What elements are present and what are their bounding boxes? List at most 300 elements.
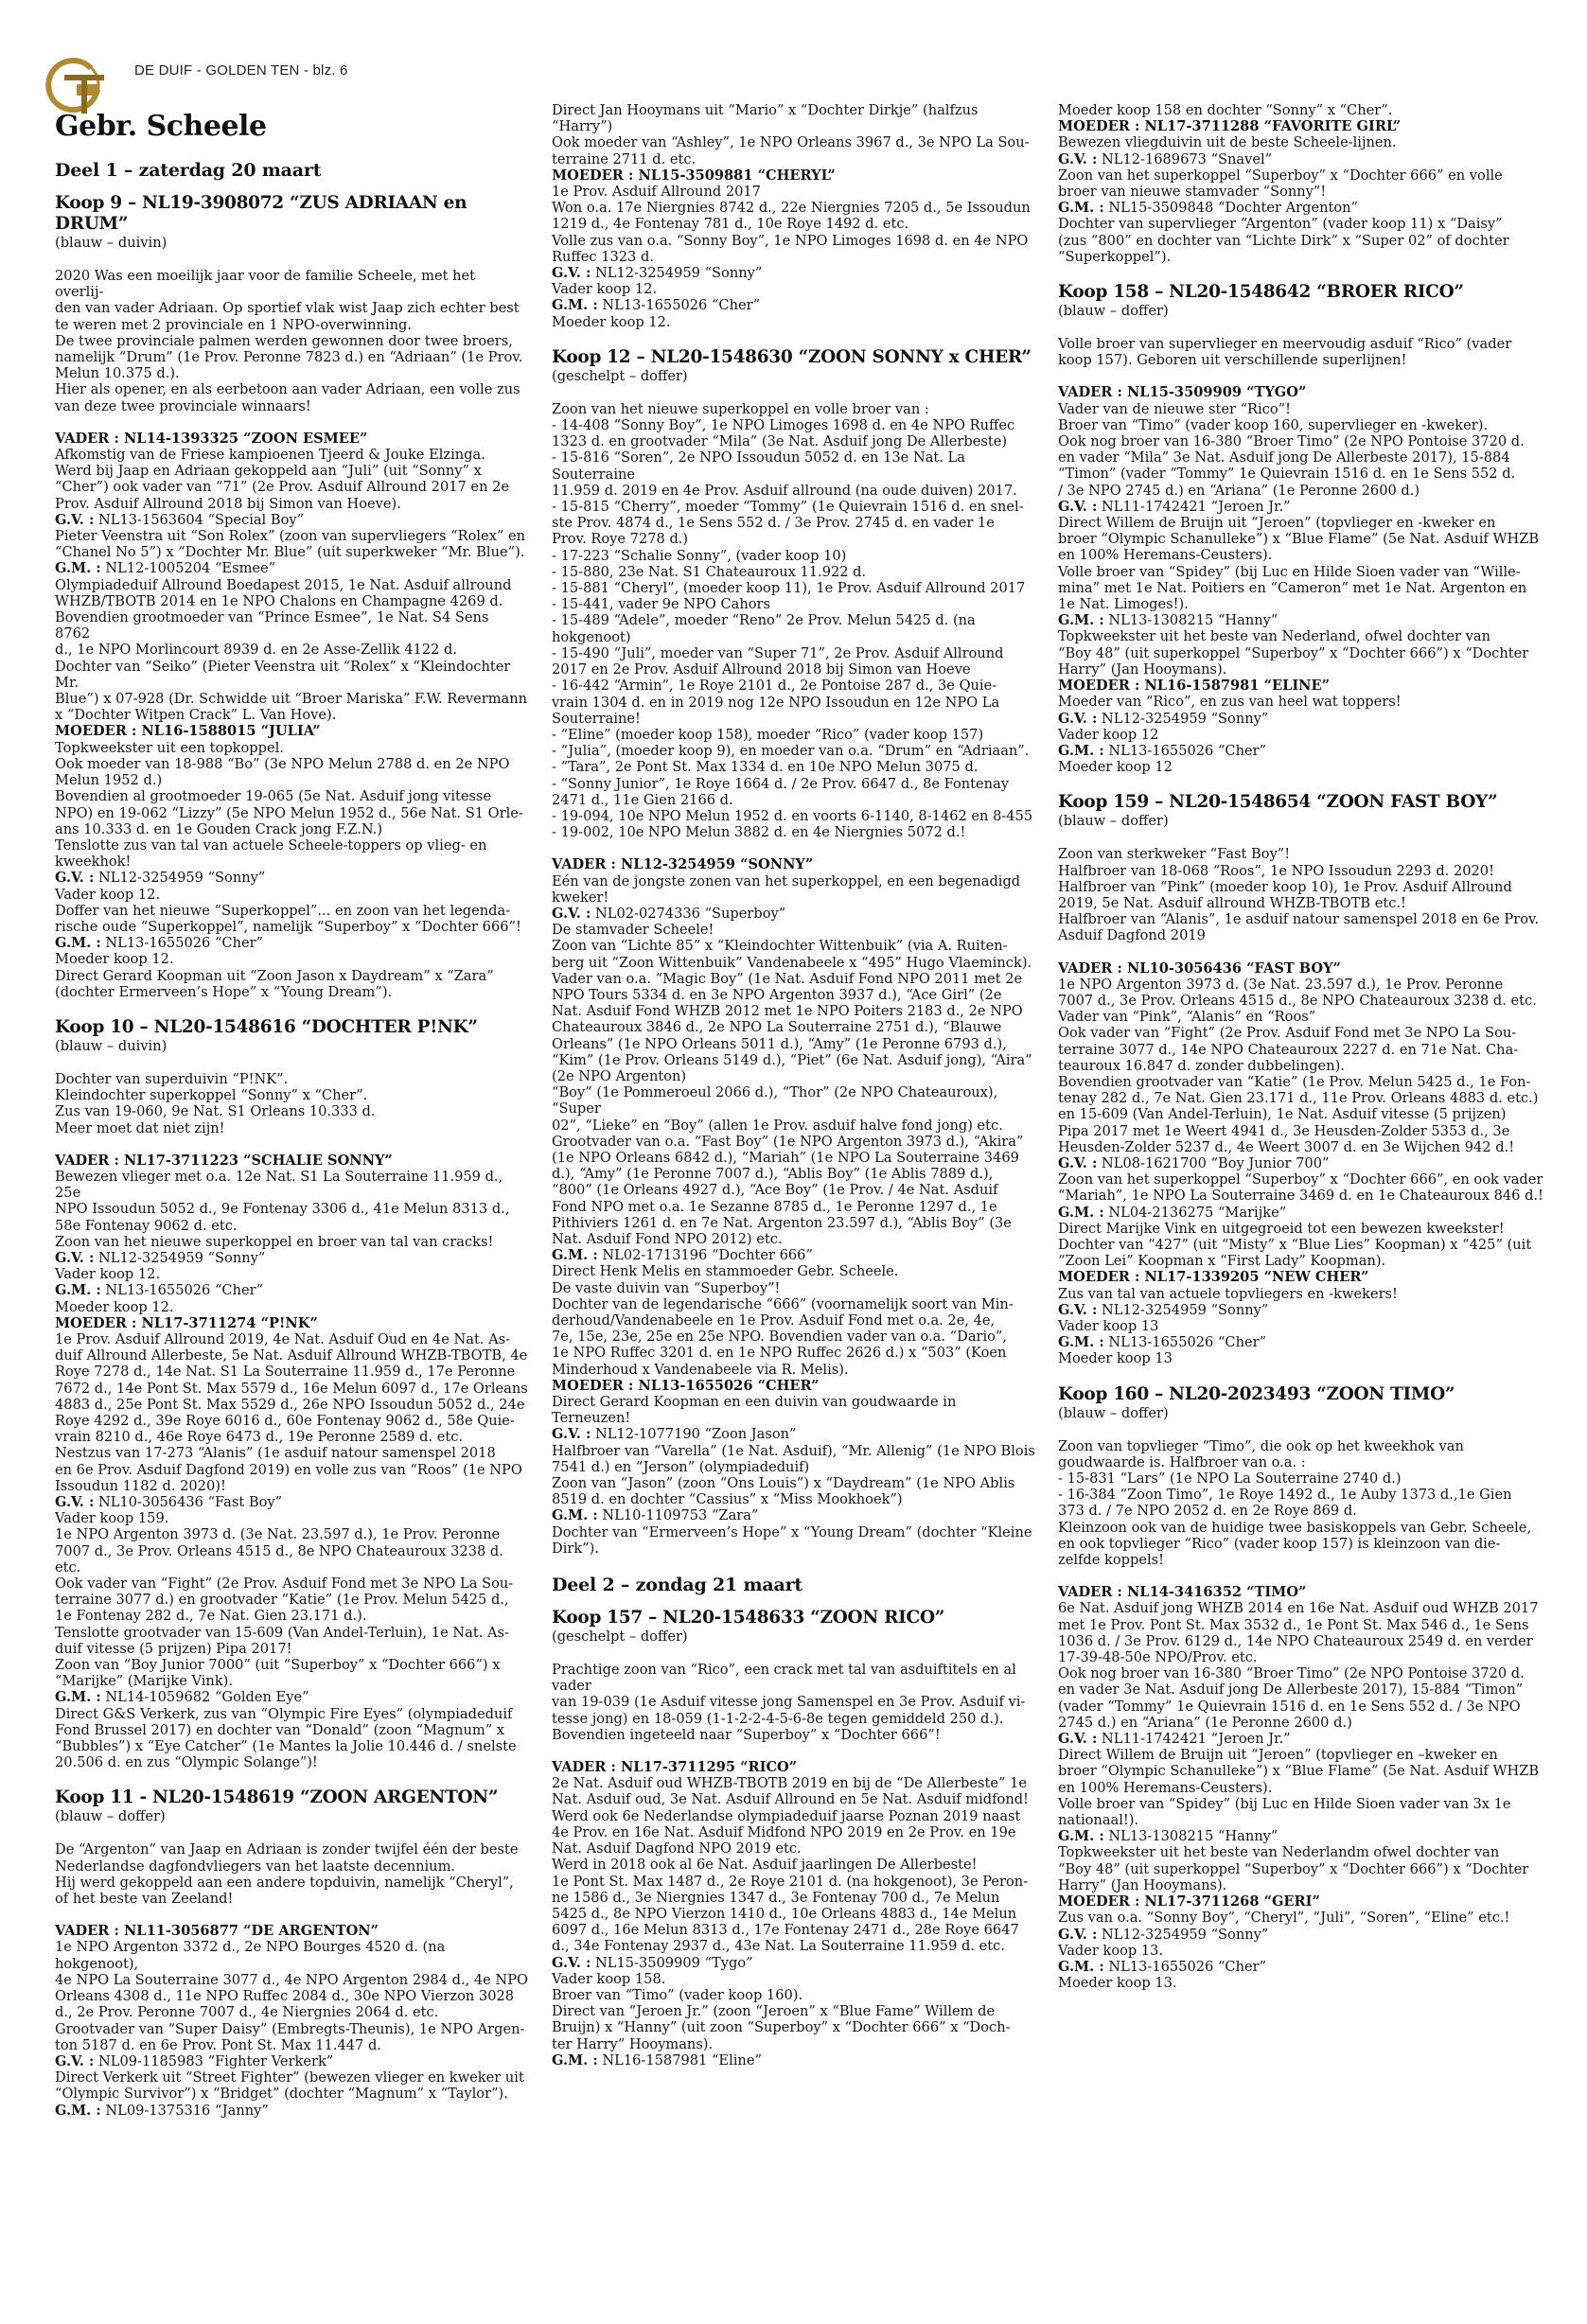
text-line: Halfbroer van “Pink” (moeder koop 10), 1e Prov. Asduif Allround: [1058, 878, 1512, 895]
text-line: G.V. : NL12-3254959 “Sonny”: [552, 265, 763, 282]
koop-subtitle: (blauw – doffer): [1058, 813, 1169, 830]
text-line: Melun 10.375 d.).: [55, 365, 180, 382]
text-line: zelfde koppels!: [1058, 1552, 1164, 1569]
text-line: G.M. : NL13-1655026 “Cher”: [552, 297, 761, 314]
text-line: MOEDER : NL16-1588015 “JULIA”: [55, 723, 321, 740]
text-line: G.V. : NL12-3254959 “Sonny”: [55, 1249, 266, 1266]
text-line: kweekhok!: [55, 854, 132, 871]
text-line: G.V. : NL12-1689673 “Snavel”: [1058, 150, 1273, 167]
text-line: Ook vader van “Fight” (2e Prov. Asduif Fond met 3e NPO La Sou-: [1058, 1025, 1517, 1042]
koop-subtitle: (blauw – duivin): [55, 235, 168, 251]
text-line: - 15-881 “Cheryl”, (moeder koop 11), 1e Prov. Asduif Allround 2017: [552, 580, 1026, 597]
text-line: G.M. : NL13-1655026 “Cher”: [1058, 1334, 1267, 1351]
text-line: G.V. : NL13-1563604 “Special Boy”: [55, 511, 305, 528]
text-line: De twee provinciale palmen werden gewonnen door twee broers,: [55, 332, 513, 349]
text-line: en ook topvlieger “Rico” (vader koop 157) is kleinzoon van die-: [1058, 1535, 1501, 1552]
text-line: tenay 282 d., 7e Nat. Gien 23.171 d., 11e Prov. Orleans 4883 d. etc.): [1058, 1090, 1539, 1107]
text-line: koop 157). Geboren uit verschillende superlijnen!: [1058, 352, 1407, 369]
text-line: Harry” (Jan Hooymans).: [1058, 1876, 1227, 1893]
text-line: MOEDER : NL17-3711274 “P!NK”: [55, 1314, 318, 1331]
running-title: DE DUIF - GOLDEN TEN - blz. 6: [134, 62, 348, 79]
text-line: “Chanel No 5”) x “Dochter Mr. Blue” (uit superkweker “Mr. Blue”).: [55, 544, 525, 561]
text-line: Fond Brussel 2017) en dochter van “Donald” (zoon “Magnum” x: [55, 1721, 505, 1738]
koop-subtitle: (blauw – duivin): [55, 1037, 168, 1054]
koop-12: [552, 347, 1039, 1557]
koop-intro: [1058, 846, 1550, 943]
koop-intro: [55, 1071, 528, 1136]
text-line: Direct Gerard Koopman en een duivin van goudwaarde in Terneuzen!: [552, 1394, 957, 1427]
text-line: “Mariah”, 1e NPO La Souterraine 3469 d. en 1e Chateauroux 846 d.!: [1058, 1188, 1543, 1205]
text-line: Broer van “Timo” (vader koop 160, supervlieger en -kweker).: [1058, 416, 1489, 433]
text-line: “Kim” (1e Prov. Orleans 5149 d.), “Piet” (6e Nat. Asduif jong), “Aira”: [552, 1051, 1032, 1068]
text-line: G.M. : NL04-2136275 “Marijke”: [1058, 1204, 1287, 1221]
text-line: 4e NPO La Souterraine 3077 d., 4e NPO Argenton 2984 d., 4e NPO: [55, 1971, 528, 1988]
text-line: G.M. : NL13-1655026 “Cher”: [1058, 1958, 1267, 1975]
text-line: Dirk”).: [552, 1540, 599, 1557]
text-line: Moeder koop 13.: [1058, 1975, 1177, 1992]
text-line: - 15-880, 23e Nat. S1 Chateauroux 11.922 d.: [552, 563, 867, 580]
text-line: nationaal!).: [1058, 1812, 1139, 1829]
koop-title: Koop 9 – NL19-3908072 “ZUS ADRIAAN en DRUM”: [55, 193, 467, 234]
text-line: VADER : NL17-3711223 “SCHALIE SONNY”: [55, 1152, 393, 1169]
text-line: Moeder koop 13: [1058, 1350, 1173, 1367]
column-1: [55, 159, 528, 2136]
text-line: terraine 3077 d., 14e NPO Chateauroux 2227 d. en 71e Nat. Cha-: [1058, 1041, 1519, 1058]
text-line: en 100% Heremans-Ceusters).: [1058, 547, 1273, 564]
text-line: G.M. : NL02-1713196 “Dochter 666”: [552, 1247, 813, 1264]
text-line: Halfbroer van “Alanis”, 1e asduif natour samenspel 2018 en 6e Prov.: [1058, 911, 1540, 928]
text-line: 1036 d. / 3e Prov. 6129 d., 14e NPO Chateauroux 2549 d. en verder: [1058, 1632, 1533, 1649]
text-line: Zoon van het superkoppel “Superboy” x “Dochter 666” en volle: [1058, 167, 1503, 184]
koop-157: [552, 1608, 1039, 2069]
text-line: VADER : NL14-3416352 “TIMO”: [1058, 1584, 1307, 1601]
text-line: (2e NPO Argenton): [552, 1067, 687, 1084]
text-line: goudwaarde is. Halfbroer van o.a. :: [1058, 1453, 1306, 1470]
text-line: MOEDER : NL16-1587981 “ELINE”: [1058, 678, 1331, 695]
text-line: Moeder koop 12.: [55, 951, 174, 968]
text-line: Direct G&S Verkerk, zus van “Olympic Fire Eyes” (olympiadeduif: [55, 1705, 513, 1722]
text-line: De vaste duivin van “Superboy”!: [552, 1279, 781, 1296]
text-line: - 15-815 “Cherry”, moeder “Tommy” (1e Quievrain 1516 d. en snel-: [552, 499, 1024, 516]
text-line: tesse jong) en 18-059 (1-1-2-2-4-5-6-8e tegen gemiddeld 250 d.).: [552, 1710, 1004, 1727]
koop-11-continued: [552, 102, 1039, 330]
text-line: 2745 d.) en “Ariana” (1e Peronne 2600 d.): [1058, 1714, 1352, 1731]
text-line: G.M. : NL16-1587981 “Eline”: [552, 2051, 762, 2069]
column-2: [552, 102, 1039, 2086]
text-line: Eén van de jongste zonen van het superkoppel, en een begenadigd: [552, 872, 1021, 889]
text-line: Nederlandse dagfondvliegers van het laatste decennium.: [55, 1857, 456, 1875]
text-line: - 15-831 “Lars” (1e NPO La Souterraine 2740 d.): [1058, 1470, 1402, 1488]
text-line: van 19-039 (1e Asduif vitesse jong Samenspel en 3e Prov. Asduif vi-: [552, 1694, 1026, 1711]
text-line: G.V. : NL12-3254959 “Sonny”: [55, 870, 266, 887]
text-line: Vader van o.a. “Magic Boy” (1e Nat. Asduif Fond NPO 2011 met 2e: [552, 970, 1023, 987]
text-line: 1323 d. en grootvader “Mila” (3e Nat. Asduif jong De Allerbeste): [552, 433, 1008, 450]
text-line: MOEDER : NL17-3711268 “GERI”: [1058, 1893, 1320, 1910]
text-line: Direct Willem de Bruijn uit “Jeroen” (topvlieger en –kweker en: [1058, 1747, 1498, 1764]
deel-1-title: Deel 1 – zaterdag 20 maart: [55, 160, 322, 181]
text-line: broer “Olympic Schanulleke”) x “Blue Flame” (5e Nat. Asduif WHZB: [1058, 1763, 1540, 1780]
text-line: berg uit “Zoon Wittenbuik” Vandenabeele x “495” Hugo Vlaeminck).: [552, 954, 1032, 971]
text-line: Vader van “Pink”, “Alanis” en “Roos”: [1058, 1009, 1316, 1026]
text-line: Topkweekster uit het beste van Nederland, ofwel dochter van: [1058, 628, 1491, 645]
text-line: Dochter van de legendarische “666” (voornamelijk soort van Min-: [552, 1295, 1014, 1312]
koop-subtitle: (geschelpt – doffer): [552, 1629, 688, 1646]
text-line: 2e Nat. Asduif oud WHZB-TBOTB 2019 en bij de “De Allerbeste” 1e: [552, 1775, 1028, 1792]
text-line: Bovendien grootmoeder van “Prince Esmee”, 1e Nat. S4 Sens 8762: [55, 609, 489, 643]
text-line: Orleans 4308 d., 11e NPO Ruffec 2084 d., 30e NPO Vierzon 3028: [55, 1988, 515, 2005]
text-line: / 3e NPO 2745 d.) en “Ariana” (1e Peronne 2600 d.): [1058, 482, 1420, 499]
koop-pedigree: [552, 856, 1039, 1557]
text-line: 7541 d.) en “Jerson” (olympiadeduif): [552, 1458, 810, 1475]
koop-title: Koop 158 – NL20-1548642 “BROER RICO”: [1058, 282, 1464, 303]
text-line: Vader koop 12.: [552, 281, 658, 298]
text-line: Direct Henk Melis en stammoeder Gebr. Scheele.: [552, 1263, 899, 1280]
text-line: 20.506 d. en zus “Olympic Solange”)!: [55, 1754, 318, 1771]
text-line: Zoon van het superkoppel “Superboy” x “Dochter 666”, en ook vader: [1058, 1171, 1543, 1188]
text-line: VADER : NL14-1393325 “ZOON ESMEE”: [55, 430, 368, 447]
text-line: 4883 d., 25e Pont St. Max 5529 d., 26e NPO Issoudun 5052 d., 24e: [55, 1396, 525, 1413]
text-line: terraine 2711 d. etc.: [552, 150, 697, 167]
text-line: 2471 d., 11e Gien 2166 d.: [552, 791, 733, 808]
text-line: 1e Fontenay 282 d., 7e Nat. Gien 23.171 d.).: [55, 1608, 367, 1625]
koop-subtitle: (blauw – doffer): [55, 1808, 166, 1825]
text-line: G.V. : NL15-3509909 “Tygo”: [552, 1954, 753, 1971]
page-title: Gebr. Scheele: [55, 110, 267, 143]
text-line: G.M. : NL13-1308215 “Hanny”: [1058, 1828, 1278, 1845]
text-line: kweker!: [552, 889, 609, 906]
text-line: Zoon van het nieuwe superkoppel en volle broer van :: [552, 400, 929, 417]
text-line: 2020 Was een moeilijk jaar voor de familie Scheele, met het overlij-: [55, 268, 476, 301]
text-line: x “Dochter Witpen Crack” L. Van Hove).: [55, 707, 337, 724]
text-line: 17-39-48-50e NPO/Prov. etc.: [1058, 1649, 1258, 1666]
text-line: 1e Prov. Asduif Allround 2017: [552, 184, 761, 201]
text-line: of het beste van Zeeland!: [55, 1891, 234, 1908]
text-line: 1e NPO Ruffec 3201 d. en 1e NPO Ruffec 2626 d.) x “503” (Koen: [552, 1345, 1007, 1362]
text-line: Direct Marijke Vink en uitgegroeid tot een bewezen kweekster!: [1058, 1220, 1505, 1237]
text-line: MOEDER : NL15-3509881 “CHERYL”: [552, 167, 836, 184]
text-line: namelijk “Drum” (1e Prov. Peronne 7823 d.) en “Adriaan” (1e Prov.: [55, 349, 523, 366]
text-line: Zoon van “Lichte 85” x “Kleindochter Wittenbuik” (via A. Ruiten-: [552, 938, 1008, 955]
text-line: Melun 1952 d.): [55, 772, 163, 789]
koop-intro: [55, 1841, 528, 1907]
text-line: Roye 7278 d., 14e Nat. S1 La Souterraine 11.959 d., 17e Peronne: [55, 1364, 516, 1381]
text-line: Direct Jan Hooymans uit “Mario” x “Dochter Dirkje” (halfzus “Harry”): [552, 102, 979, 135]
text-line: Kleinzoon ook van de huidige twee basiskoppels van Gebr. Scheele,: [1058, 1519, 1532, 1536]
koop-title: Koop 159 – NL20-1548654 “ZOON FAST BOY”: [1058, 792, 1498, 813]
text-line: - “Julia”, (moeder koop 9), en moeder van o.a. “Drum” en “Adriaan”.: [552, 743, 1030, 760]
text-line: ter Harry” Hooymans).: [552, 2035, 714, 2052]
koop-title: Koop 12 – NL20-1548630 “ZOON SONNY x CHER”: [552, 346, 1032, 367]
koop-160: [1058, 1384, 1550, 1992]
text-line: en vader “Mila” 3e Nat. Asduif jong De Allerbeste 2017), 15-884: [1058, 449, 1510, 467]
text-line: G.V. : NL09-1185983 “Fighter Verkerk”: [55, 2052, 334, 2069]
text-line: 7007 d., 3e Prov. Orleans 4515 d., 8e NPO Chateauroux 3238 d. etc.: [55, 1542, 503, 1576]
text-line: G.M. : NL13-1655026 “Cher”: [55, 1282, 264, 1299]
text-line: 1e NPO Argenton 3973 d. (3e Nat. 23.597 d.), 1e Prov. Peronne: [1058, 976, 1504, 993]
text-line: Pipa 2017 met 1e Weert 4941 d., 3e Heusden-Zolder 5353 d., 3e: [1058, 1122, 1510, 1139]
text-line: Volle broer van supervlieger en meervoudig asduif “Rico” (vader: [1058, 336, 1512, 353]
text-line: broer “Olympic Schanulleke”) x “Blue Flame” (5e Nat. Asduif WHZB: [1058, 531, 1540, 548]
text-line: Roye 4292 d., 39e Roye 6016 d., 60e Fontenay 9062 d., 58e Quie-: [55, 1413, 515, 1429]
text-line: Ook vader van “Fight” (2e Prov. Asduif Fond met 3e NPO La Sou-: [55, 1576, 514, 1593]
text-line: G.M. : NL12-1005204 “Esmee”: [55, 560, 276, 577]
text-line: NPO Issoudun 5052 d., 9e Fontenay 3306 d., 41e Melun 8313 d.,: [55, 1201, 510, 1218]
text-line: Dochter van “Seiko” (Pieter Veenstra uit “Rolex” x “Kleindochter Mr.: [55, 658, 511, 691]
text-line: G.V. : NL02-0274336 “Superboy”: [552, 905, 786, 922]
koop-11: [55, 1787, 528, 2118]
text-line: terraine 3077 d.) en grootvader “Katie” (1e Prov. Melun 5425 d.,: [55, 1592, 509, 1609]
text-line: G.V. : NL12-3254959 “Sonny”: [1058, 1301, 1269, 1318]
koop-subtitle: (blauw – doffer): [1058, 303, 1169, 320]
text-line: - 15-490 “Juli”, moeder van “Super 71”, 2e Prov. Asduif Allround: [552, 644, 1004, 661]
text-line: G.V. : NL12-3254959 “Sonny”: [1058, 1926, 1269, 1943]
text-line: Volle broer van “Spidey” (bij Luc en Hilde Sioen vader van 3x 1e: [1058, 1795, 1511, 1812]
text-line: 6e Nat. Asduif jong WHZB 2014 en 16e Nat. Asduif oud WHZB 2017: [1058, 1600, 1539, 1617]
text-line: Prachtige zoon van “Rico”, een crack met tal van asduiftitels en al vader: [552, 1662, 1016, 1695]
text-line: broer van nieuwe stamvader “Sonny”!: [1058, 184, 1327, 201]
text-line: G.V. : NL11-1742421 “Jeroen Jr.”: [1058, 498, 1291, 515]
text-line: Afkomstig van de Friese kampioenen Tjeerd & Jouke Elzinga.: [55, 447, 485, 464]
koop-title: Koop 157 – NL20-1548633 “ZOON RICO”: [552, 1608, 945, 1629]
koop-10: [55, 1017, 528, 1771]
text-line: 11.959 d. 2019 en 4e Prov. Asduif allround (na oude duiven) 2017.: [552, 482, 1017, 499]
text-line: met 1e Prov. Pont St. Max 3532 d., 1e Pont St. Max 546 d., 1e Sens: [1058, 1616, 1529, 1633]
text-line: Chateauroux 3846 d., 2e NPO La Souterraine 2751 d.), “Blauwe: [552, 1019, 1002, 1036]
text-line: 4e Prov. en 16e Nat. Asduif Midfond NPO 2019 en 2e Prov. en 19e: [552, 1823, 1016, 1840]
text-line: Tenslotte grootvader van 15-609 (Van Andel-Terluin), 1e Nat. As-: [55, 1624, 509, 1641]
column-3: [1058, 102, 1550, 2008]
text-line: Bewezen vlieger met o.a. 12e Nat. S1 La Souterraine 11.959 d., 25e: [55, 1168, 503, 1202]
text-line: Bovendien al grootmoeder 19-065 (5e Nat. Asduif jong vitesse: [55, 788, 492, 805]
koop-pedigree: [1058, 960, 1550, 1367]
text-line: Direct Willem de Bruijn uit “Jeroen” (topvlieger en -kweker en: [1058, 515, 1496, 532]
koop-9: [55, 193, 528, 1000]
koop-pedigree: [1058, 102, 1550, 265]
text-line: Pieter Veenstra uit “Son Rolex” (zoon van supervliegers “Rolex” en: [55, 528, 526, 545]
koop-pedigree: [552, 102, 1039, 330]
text-line: van deze twee provinciale winnaars!: [55, 397, 311, 414]
text-line: hokgenoot): [552, 628, 631, 645]
koop-pedigree: [1058, 384, 1550, 775]
text-line: Vader koop 12.: [55, 1266, 161, 1283]
text-line: (1e NPO Orleans 6842 d.), “Mariah” (1e NPO La Souterraine 3469: [552, 1149, 1019, 1166]
koop-subtitle: (geschelpt – doffer): [552, 367, 688, 384]
text-line: G.M. : NL10-1109753 “Zara”: [552, 1507, 759, 1524]
text-line: 02”, “Lieke” en “Boy” (allen 1e Prov. asduif halve fond jong) etc.: [552, 1117, 1003, 1134]
text-line: ne 1586 d., 3e Niergnies 1347 d., 3e Fontenay 700 d., 7e Melun: [552, 1889, 1000, 1906]
text-line: “Cher”) ook vader van “71” (2e Prov. Asduif Allround 2017 en 2e: [55, 479, 510, 496]
text-line: VADER : NL15-3509909 “TYGO”: [1058, 384, 1307, 401]
text-line: d., 1e NPO Morlincourt 8939 d. en 2e Asse-Zellik 4122 d.: [55, 642, 458, 659]
text-line: Minderhoud x Vandenabeele via R. Melis).: [552, 1361, 849, 1378]
text-line: Meer moet dat niet zijn!: [55, 1119, 225, 1136]
text-line: duif vitesse (5 prijzen) Pipa 2017!: [55, 1640, 292, 1657]
koop-pedigree: [55, 1923, 528, 2118]
text-line: MOEDER : NL17-1339205 “NEW CHER”: [1058, 1269, 1369, 1286]
text-line: VADER : NL12-3254959 “SONNY”: [552, 856, 814, 873]
page-header: [42, 55, 609, 112]
text-line: teauroux 16.847 d. zonder dubbelingen).: [1058, 1057, 1345, 1074]
text-line: “Bubbles”) x “Eye Catcher” (1e Mantes la Jolie 10.446 d. / snelste: [55, 1738, 517, 1755]
text-line: G.M. : NL09-1375316 “Janny”: [55, 2102, 269, 2119]
text-line: VADER : NL11-3056877 “DE ARGENTON”: [55, 1923, 379, 1940]
text-line: “Marijke” (Marijke Vink).: [55, 1673, 234, 1690]
text-line: - “Tara”, 2e Pont St. Max 1334 d. en 10e NPO Melun 3075 d.: [552, 759, 979, 776]
text-line: 373 d. / 7e NPO 2052 d. en 2e Roye 869 d.: [1058, 1503, 1357, 1520]
text-line: Grootvader van o.a. “Fast Boy” (1e NPO Argenton 3973 d.), “Akira”: [552, 1133, 1024, 1150]
text-line: Moeder van “Rico”, en zus van heel wat toppers!: [1058, 694, 1402, 711]
text-line: G.V. : NL12-1077190 “Zoon Jason”: [552, 1426, 797, 1443]
text-line: Ook nog broer van 16-380 “Broer Timo” (2e NPO Pontoise 3720 d.: [1058, 433, 1525, 450]
text-line: Souterraine!: [552, 710, 641, 727]
text-line: 2019, 5e Nat. Asduif allround WHZB-TBOTB etc.!: [1058, 894, 1406, 911]
text-line: Hier als opener, en als eerbetoon aan vader Adriaan, een volle zus: [55, 381, 520, 398]
text-line: VADER : NL17-3711295 “RICO”: [552, 1759, 798, 1776]
koop-subtitle: (blauw – doffer): [1058, 1404, 1169, 1421]
text-line: Vader koop 158.: [552, 1970, 666, 1987]
text-line: - “Sonny Junior”, 1e Roye 1664 d. / 2e Prov. 6647 d., 8e Fontenay: [552, 775, 1010, 792]
koop-158: [1058, 282, 1550, 775]
text-line: Moeder koop 12.: [55, 1298, 174, 1315]
text-line: Grootvader van “Super Daisy” (Embregts-Theunis), 1e NPO Argen-: [55, 2020, 525, 2037]
text-line: (zus “800” en dochter van “Lichte Dirk” x “Super 02” of dochter: [1058, 232, 1509, 249]
text-line: Zoon van “Boy Junior 7000” (uit “Superboy” x “Dochter 666”) x: [55, 1657, 501, 1674]
text-line: 7e, 15e, 23e, 25e en 25e NPO. Bovendien vader van o.a. “Dario”,: [552, 1329, 1008, 1346]
koop-159: [1058, 792, 1550, 1366]
text-line: Zoon van sterkweker “Fast Boy”!: [1058, 846, 1291, 863]
text-line: “Olympic Survivor”) x “Bridget” (dochter “Magnum” x “Taylor”).: [55, 2086, 508, 2103]
text-line: Vader koop 13: [1058, 1318, 1159, 1334]
text-line: Vader van de nieuwe ster “Rico”!: [1058, 400, 1291, 417]
text-line: en 15-609 (Van Andel-Terluin), 1e Nat. Asduif vitesse (5 prijzen): [1058, 1106, 1507, 1123]
koop-pedigree: [55, 1153, 528, 1771]
text-line: Moeder koop 158 en dochter “Sonny” x “Cher”.: [1058, 102, 1393, 118]
koop-pedigree: [1058, 1584, 1550, 1991]
text-line: Ook nog broer van 16-380 “Broer Timo” (2e NPO Pontoise 3720 d.: [1058, 1665, 1525, 1682]
koop-intro: [552, 401, 1039, 840]
text-line: Werd bij Jaap en Adriaan gekoppeld aan “Juli” (uit “Sonny” x: [55, 463, 482, 480]
text-line: Olympiadeduif Allround Boedapest 2015, 1e Nat. Asduif allround: [55, 576, 512, 593]
text-line: 1e Nat. Limoges!).: [1058, 596, 1189, 613]
text-line: rische oude “Superkoppel”, namelijk “Superboy” x “Dochter 666”!: [55, 918, 521, 935]
text-line: Bruijn) x “Hanny” (uit zoon “Superboy” x “Dochter 666” x “Doch-: [552, 2019, 1011, 2036]
text-line: - 16-442 “Armin”, 1e Roye 2101 d., 2e Pontoise 287 d., 3e Quie-: [552, 678, 997, 695]
text-line: Fond NPO met o.a. 1e Sezanne 8785 d., 1e Peronne 1297 d., 1e: [552, 1198, 997, 1215]
text-line: G.M. : NL13-1655026 “Cher”: [1058, 742, 1267, 759]
text-line: en 6e Prov. Asduif Dagfond 2019) en volle zus van “Roos” (1e NPO: [55, 1461, 522, 1478]
text-line: “Zoon Lei” Koopman x “First Lady” Koopman).: [1058, 1253, 1386, 1270]
text-line: Hij werd gekoppeld aan een andere topduivin, namelijk “Cheryl”,: [55, 1874, 514, 1891]
text-line: Pithiviers 1261 d. en 7e Nat. Argenton 23.597 d.), “Ablis Boy” (3e: [552, 1214, 1012, 1231]
text-line: Zoon van het nieuwe superkoppel en broer van tal van cracks!: [55, 1233, 494, 1250]
koop-title: Koop 11 - NL20-1548619 “ZOON ARGENTON”: [55, 1787, 499, 1808]
text-line: en vader 3e Nat. Asduif jong De Allerbeste 2017), 15-884 “Timon”: [1058, 1681, 1524, 1699]
text-line: 1219 d., 4e Fontenay 781 d., 10e Roye 1492 d. etc.: [552, 216, 909, 233]
text-line: Nestzus van 17-273 “Alanis” (1e asduif natour samenspel 2018: [55, 1445, 496, 1462]
text-line: G.V. : NL08-1621700 “Boy Junior 700”: [1058, 1154, 1330, 1171]
text-line: Vader koop 159.: [55, 1510, 169, 1527]
text-line: G.V. : NL11-1742421 “Jeroen Jr.”: [1058, 1731, 1291, 1748]
text-line: Vader koop 12: [1058, 726, 1159, 743]
text-line: Vader koop 13.: [1058, 1942, 1164, 1959]
text-line: 8519 d. en dochter “Cassius” x “Miss Mookhoek”): [552, 1491, 903, 1508]
text-line: NPO) en 19-062 “Lizzy” (5e NPO Melun 1952 d., 56e Nat. S1 Orle-: [55, 804, 523, 821]
text-line: en 100% Heremans-Ceusters).: [1058, 1779, 1273, 1796]
koop-intro: [55, 268, 528, 414]
text-line: Dochter van superduivin “P!NK”.: [55, 1070, 289, 1087]
text-line: Nat. Asduif Dagfond NPO 2019 etc.: [552, 1840, 802, 1857]
text-line: Ook moeder van “Ashley”, 1e NPO Orleans 3967 d., 3e NPO La Sou-: [552, 134, 1030, 151]
text-line: 1e NPO Argenton 3372 d., 2e NPO Bourges 4520 d. (na hokgenoot),: [55, 1939, 446, 1972]
text-line: Direct van “Jeroen Jr.” (zoon “Jeroen” x “Blue Fame” Willem de: [552, 2003, 996, 2020]
text-line: Nat. Asduif Fond NPO 2012) etc.: [552, 1231, 783, 1247]
text-line: Direct Verkerk uit “Street Fighter” (bewezen vlieger en kweker uit: [55, 2069, 524, 2086]
text-line: 5425 d., 8e NPO Vierzon 1410 d., 10e Orleans 4883 d., 14e Melun: [552, 1905, 1017, 1922]
koop-pedigree: [55, 431, 528, 1000]
text-line: G.V. : NL10-3056436 “Fast Boy”: [55, 1494, 283, 1511]
text-line: ton 5187 d. en 6e Prov. Pont St. Max 11.447 d.: [55, 2036, 381, 2053]
text-line: 1e Prov. Asduif Allround 2019, 4e Nat. Asduif Oud en 4e Nat. As-: [55, 1330, 511, 1347]
text-line: Zus van tal van actuele topvliegers en -kwekers!: [1058, 1285, 1398, 1302]
text-line: G.V. : NL12-3254959 “Sonny”: [1058, 710, 1269, 727]
text-line: Bewezen vliegduivin uit de beste Scheele-lijnen.: [1058, 134, 1397, 151]
text-line: Nat. Asduif Fond WHZB 2012 met 1e NPO Poiters 2183 d., 2e NPO: [552, 1003, 1023, 1020]
text-line: 7007 d., 3e Prov. Orleans 4515 d., 8e NPO Chateauroux 3238 d. etc.: [1058, 992, 1537, 1009]
text-line: Prov. Roye 7278 d.): [552, 531, 689, 548]
text-line: G.M. : NL13-1308215 “Hanny”: [1058, 612, 1278, 629]
text-line: “Superkoppel”).: [1058, 248, 1172, 265]
text-line: - “Eline” (moeder koop 158), moeder “Rico” (vader koop 157): [552, 726, 984, 743]
text-line: - 16-384 “Zoon Timo”, 1e Roye 1492 d., 1e Auby 1373 d.,1e Gien: [1058, 1487, 1512, 1504]
text-line: d., 2e Prov. Peronne 7007 d., 4e Niergnies 2064 d. etc.: [55, 2004, 439, 2021]
text-line: MOEDER : NL17-3711288 “FAVORITE GIRL”: [1058, 118, 1402, 135]
text-line: Kleindochter superkoppel “Sonny” x “Cher”.: [55, 1087, 368, 1104]
text-line: vrain 8210 d., 46e Roye 6473 d., 19e Peronne 2589 d. etc.: [55, 1429, 464, 1446]
text-line: Vader koop 12.: [55, 886, 161, 903]
text-line: d.), “Amy” (1e Peronne 7007 d.), “Ablis Boy” (1e Ablis 7889 d.),: [552, 1166, 994, 1183]
text-line: - 15-441, vader 9e NPO Cahors: [552, 596, 771, 613]
text-line: G.M. : NL15-3509848 “Dochter Argenton”: [1058, 200, 1359, 217]
text-line: - 17-223 “Schalie Sonny”, (vader koop 10): [552, 547, 847, 564]
koop-intro: [1058, 1438, 1550, 1569]
koop-pedigree: [552, 1759, 1039, 2069]
text-line: “Timon” (vader “Tommy” 1e Quievrain 1516 d. en 1e Sens 552 d.: [1058, 466, 1516, 483]
text-line: vrain 1304 d. en in 2019 nog 12e NPO Issoudun en 12e NPO La: [552, 694, 1000, 711]
koop-title: Koop 10 – NL20-1548616 “DOCHTER P!NK”: [55, 1016, 478, 1037]
text-line: Tenslotte zus van tal van actuele Scheele-toppers op vlieg- en: [55, 836, 487, 854]
text-line: 1e NPO Argenton 3973 d. (3e Nat. 23.597 d.), 1e Prov. Peronne: [55, 1526, 501, 1543]
text-line: (vader “Tommy” 1e Quievrain 1516 d. en 1e Sens 552 d. / 3e NPO: [1058, 1698, 1521, 1715]
text-line: Heusden-Zolder 5237 d., 4e Weert 3007 d. en 3e Wijchen 942 d.!: [1058, 1138, 1515, 1155]
text-line: Ruffec 1323 d.: [552, 248, 654, 265]
text-line: mina” met 1e Nat. Poitiers en “Cameron” met 1e Nat. Argenton en: [1058, 579, 1527, 596]
text-line: Direct Gerard Koopman uit “Zoon Jason x Daydream” x “Zara”: [55, 967, 494, 984]
text-line: Werd in 2018 ook al 6e Nat. Asduif jaarlingen De Allerbeste!: [552, 1857, 978, 1874]
text-line: Doffer van het nieuwe “Superkoppel”... en zoon van het legenda-: [55, 902, 511, 919]
text-line: derhoud/Vandenabeele en 1e Prov. Asduif Fond met o.a. 2e, 4e,: [552, 1312, 996, 1329]
text-line: - 19-094, 10e NPO Melun 1952 d. en voorts 6-1140, 8-1462 en 8-455: [552, 807, 1033, 824]
text-line: Ook moeder van 18-988 “Bo” (3e NPO Melun 2788 d. en 2e NPO: [55, 755, 510, 772]
text-line: Dochter van supervlieger “Argenton” (vader koop 11) x “Daisy”: [1058, 216, 1503, 233]
text-line: Prov. Asduif Allround 2018 bij Simon van Hoeve).: [55, 495, 401, 512]
text-line: Zus van o.a. “Sonny Boy”, “Cheryl”, “Juli”, “Soren”, “Eline” etc.!: [1058, 1910, 1510, 1927]
text-line: Nat. Asduif oud, 3e Nat. Asduif Allround en 5e Nat. Asduif midfond!: [552, 1791, 1029, 1808]
text-line: ste Prov. 4874 d., 1e Sens 552 d. / 3e Prov. 2745 d. en vader 1e: [552, 515, 995, 532]
text-line: den van vader Adriaan. Op sportief vlak wist Jaap zich echter best: [55, 300, 520, 317]
text-line: Dochter van “Ermerveen’s Hope” x “Young Dream” (dochter “Kleine: [552, 1523, 1032, 1541]
text-line: duif Allround Allerbeste, 5e Nat. Asduif Allround WHZB-TBOTB, 4e: [55, 1347, 528, 1364]
text-line: 7672 d., 14e Pont St. Max 5579 d., 16e Melun 6097 d., 17e Orleans: [55, 1380, 528, 1397]
